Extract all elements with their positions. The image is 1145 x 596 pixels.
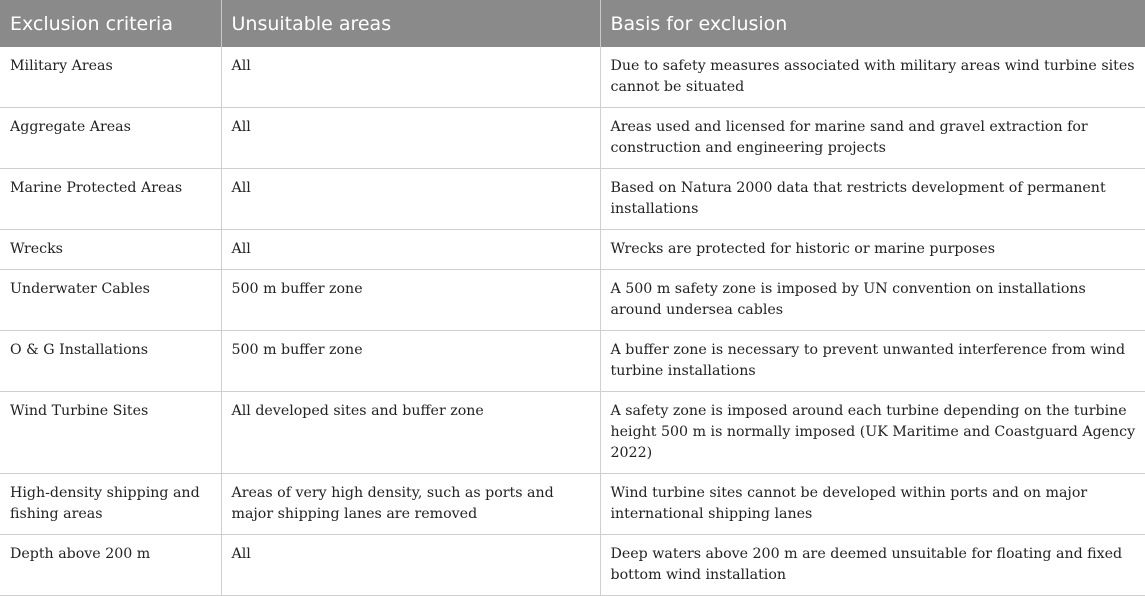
criteria-cell: Depth above 200 m xyxy=(0,535,221,596)
table-row xyxy=(0,270,1145,331)
criteria-cell: Wrecks xyxy=(0,230,221,270)
header-exclusion-criteria: Exclusion criteria xyxy=(0,0,221,47)
table-row xyxy=(0,230,1145,270)
criteria-cell: Wind Turbine Sites xyxy=(0,392,221,474)
areas-cell: 500 m buffer zone xyxy=(221,331,600,392)
table-row xyxy=(0,474,1145,535)
areas-cell: All xyxy=(221,108,600,169)
areas-cell: All xyxy=(221,47,600,108)
table-row xyxy=(0,392,1145,474)
basis-cell: Based on Natura 2000 data that restricts development of permanent installations xyxy=(600,169,1145,230)
basis-cell: Deep waters above 200 m are deemed unsuitable for floating and fixed bottom wind installation xyxy=(600,535,1145,596)
criteria-cell: Underwater Cables xyxy=(0,270,221,331)
basis-cell: A 500 m safety zone is imposed by UN convention on installations around undersea cables xyxy=(600,270,1145,331)
criteria-cell: Military Areas xyxy=(0,47,221,108)
table-row xyxy=(0,108,1145,169)
areas-cell: All xyxy=(221,169,600,230)
basis-cell: Due to safety measures associated with military areas wind turbine sites cannot be situated xyxy=(600,47,1145,108)
basis-cell: A safety zone is imposed around each turbine depending on the turbine height 500 m is normally imposed (UK Maritime and Coastguard Agency 2022) xyxy=(600,392,1145,474)
table-row xyxy=(0,169,1145,230)
criteria-cell: Marine Protected Areas xyxy=(0,169,221,230)
basis-cell: Wrecks are protected for historic or marine purposes xyxy=(600,230,1145,270)
criteria-cell: High-density shipping and fishing areas xyxy=(0,474,221,535)
table-header-row xyxy=(0,0,1145,47)
header-basis-for-exclusion: Basis for exclusion xyxy=(600,0,1145,47)
areas-cell: 500 m buffer zone xyxy=(221,270,600,331)
areas-cell: All xyxy=(221,230,600,270)
basis-cell: Wind turbine sites cannot be developed within ports and on major international shipping lanes xyxy=(600,474,1145,535)
criteria-cell: O & G Installations xyxy=(0,331,221,392)
table-row xyxy=(0,331,1145,392)
basis-cell: A buffer zone is necessary to prevent unwanted interference from wind turbine installations xyxy=(600,331,1145,392)
table-row xyxy=(0,535,1145,596)
areas-cell: All xyxy=(221,535,600,596)
basis-cell: Areas used and licensed for marine sand and gravel extraction for construction and engineering projects xyxy=(600,108,1145,169)
table-row xyxy=(0,47,1145,108)
areas-cell: All developed sites and buffer zone xyxy=(221,392,600,474)
criteria-cell: Aggregate Areas xyxy=(0,108,221,169)
areas-cell: Areas of very high density, such as ports and major shipping lanes are removed xyxy=(221,474,600,535)
header-unsuitable-areas: Unsuitable areas xyxy=(221,0,600,47)
